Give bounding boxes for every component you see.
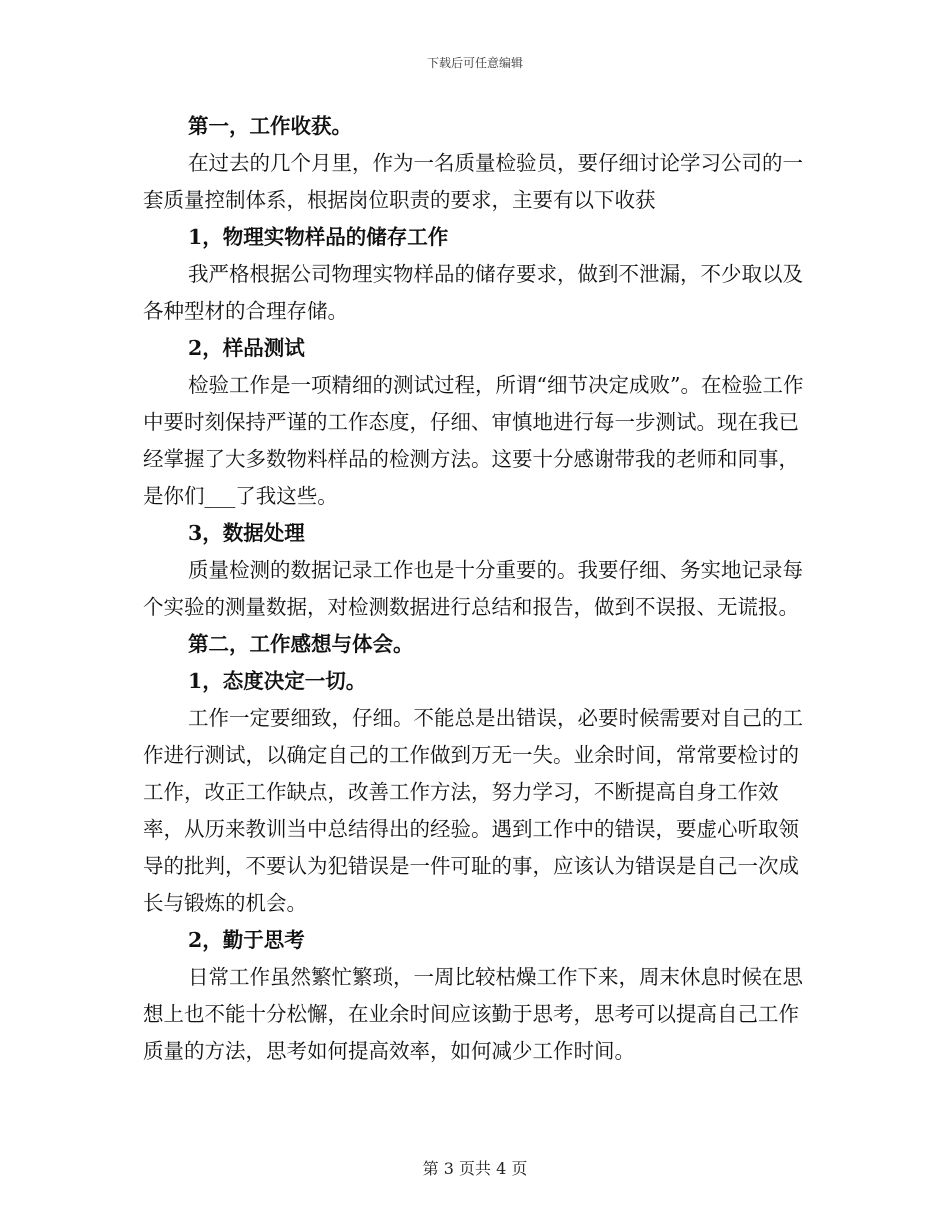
paragraph: 我严格根据公司物理实物样品的储存要求，做到不泄漏，不少取以及各种型材的合理存储。: [143, 262, 803, 323]
subsection-heading: 1，态度决定一切。: [188, 669, 367, 693]
paragraph: 在过去的几个月里，作为一名质量检验员，要仔细讨论学习公司的一套质量控制体系，根据岗位职责的要求，主要有以下收获: [143, 151, 803, 212]
subsection-heading: 3，数据处理: [188, 521, 305, 545]
paragraph: 日常工作虽然繁忙繁琐，一周比较枯燥工作下来，周末休息时候在思想上也不能十分松懈，在业余时间应该勤于思考，思考可以提高自己工作质量的方法，思考如何提高效率，如何减少工作时间。: [143, 965, 803, 1063]
page-footer: 第 3 页共 4 页: [422, 1159, 528, 1178]
section-heading: 第二，工作感想与体会。: [188, 632, 414, 656]
page-header: 下载后可任意编辑: [426, 56, 523, 70]
document-body: [143, 108, 808, 1070]
subsection-heading: 2，勤于思考: [188, 928, 305, 952]
paragraph: 质量检测的数据记录工作也是十分重要的。我要仔细、务实地记录每个实验的测量数据，对检测数据进行总结和报告，做到不误报、无谎报。: [143, 558, 803, 619]
subsection-heading: 1，物理实物样品的储存工作: [188, 225, 449, 249]
paragraph: 工作一定要细致，仔细。不能总是出错误，必要时候需要对自己的工作进行测试，以确定自己的工作做到万无一失。业余时间，常常要检讨的工作，改正工作缺点，改善工作方法，努力学习，不断提高自身工作效率，从历来教训当中总结得出的经验。遇到工作中的错误，要虚心听取领导的批判，不要认为犯错误是一件可耻的事，应该认为错误是自己一次成长与锻炼的机会。: [143, 706, 803, 915]
subsection-heading: 2，样品测试: [188, 336, 305, 360]
paragraph: 检验工作是一项精细的测试过程，所谓“细节决定成败”。在检验工作中要时刻保持严谨的工作态度，仔细、审慎地进行每一步测试。现在我已经掌握了大多数物料样品的检测方法。这要十分感谢带我的老师和同事，是你们___了我这些。: [143, 373, 804, 508]
section-heading: 第一，工作收获。: [188, 114, 352, 138]
